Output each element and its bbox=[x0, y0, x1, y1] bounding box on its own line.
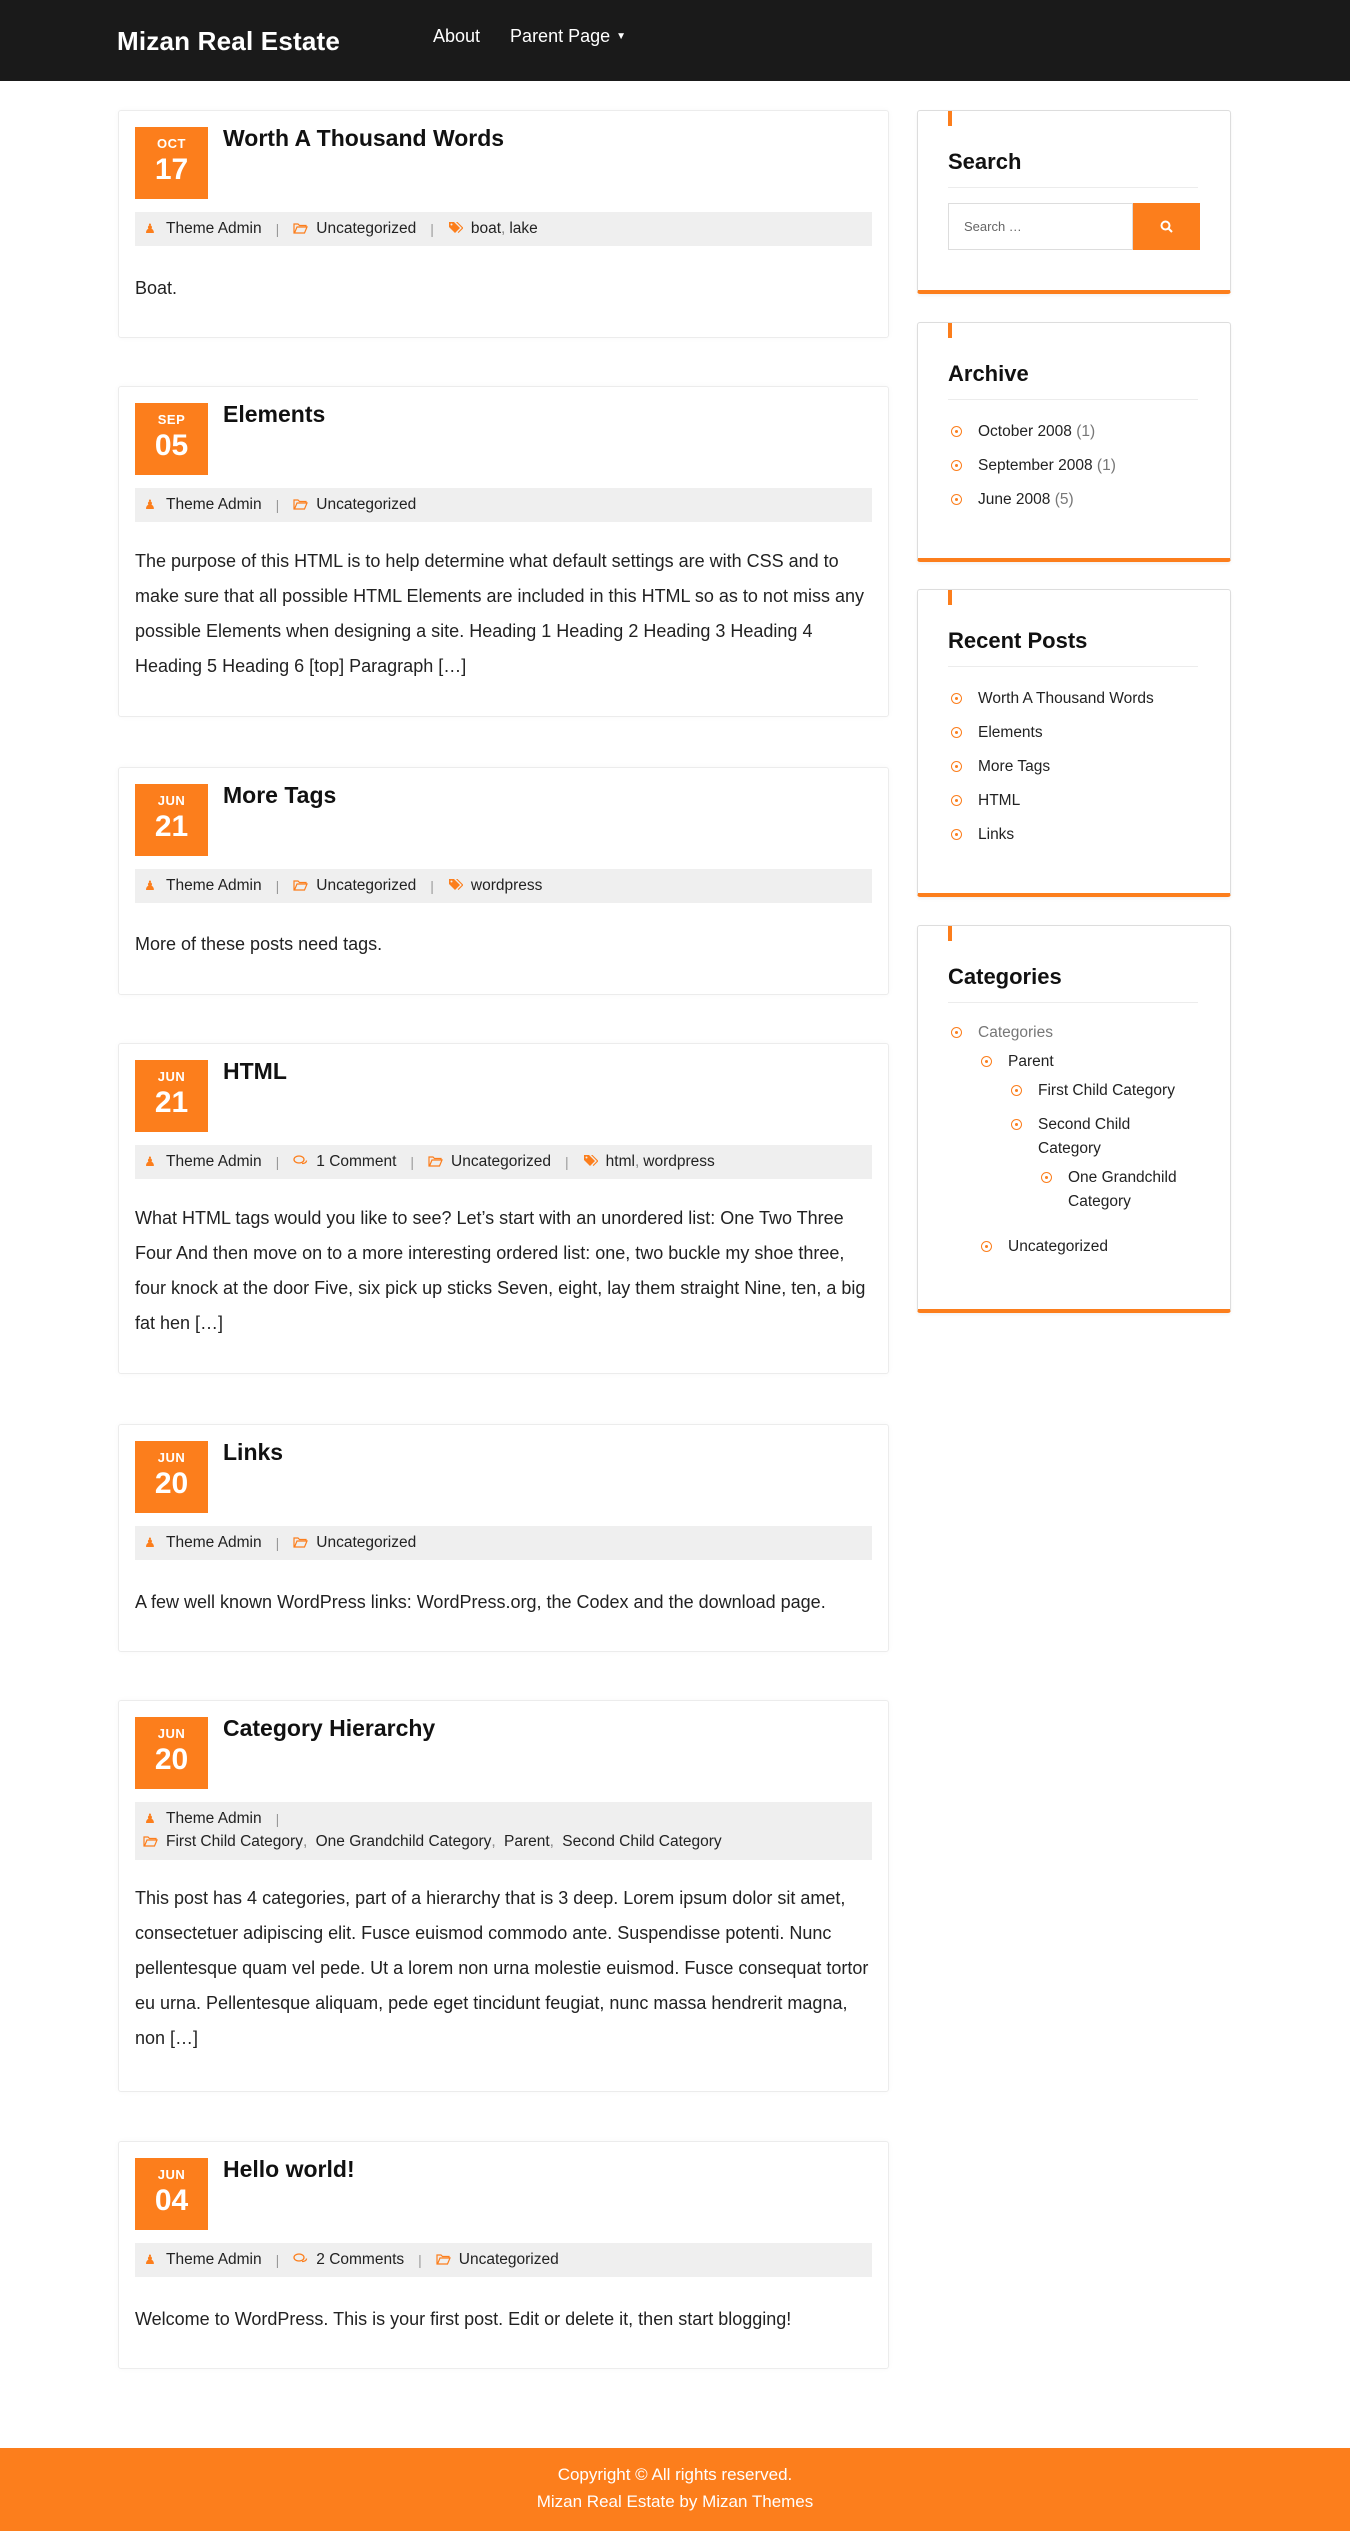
category-label: Uncategorized bbox=[1008, 1238, 1108, 1255]
category-link[interactable]: Uncategorized bbox=[316, 877, 417, 894]
user-icon: ♟ bbox=[144, 878, 156, 893]
post-meta bbox=[135, 869, 872, 903]
meta-separator: | bbox=[275, 1535, 280, 1551]
date-day: 20 bbox=[154, 1743, 189, 1776]
meta-separator: | bbox=[430, 878, 434, 894]
date-day: 17 bbox=[154, 153, 189, 186]
post-card bbox=[118, 1700, 889, 2092]
user-icon: ♟ bbox=[144, 221, 156, 236]
folder-icon bbox=[428, 1155, 442, 1170]
nav-item-parent-page[interactable] bbox=[510, 26, 626, 47]
post-excerpt: This post has 4 categories, part of a hierarchy that is 3 deep. Lorem ipsum dolor sit amet, consectetuer adipiscing elit. Fusce euismod commodo ante. Suspendisse potenti. Nunc pellentesque quam vel pede. Ut a lorem non urna molestie euismod. Fusce consequat tortor eu urna. Pellentesque aliquam, pede eget tincidunt feugiat, nunc massa hendrerit magna, non […] bbox=[135, 1888, 869, 2048]
archive-label: October 2008 bbox=[978, 423, 1072, 440]
archive-count: (5) bbox=[1054, 491, 1074, 508]
meta-separator: | bbox=[275, 1811, 280, 1827]
nav-item-label: Parent Page bbox=[510, 26, 611, 46]
comments-link[interactable]: 2 Comments bbox=[316, 2251, 405, 2268]
folder-icon bbox=[293, 1536, 307, 1551]
bullet-icon bbox=[951, 795, 962, 806]
post-title[interactable]: Links bbox=[223, 1439, 284, 1465]
date-month: JUN bbox=[157, 1450, 186, 1465]
category-label: Second Child Category bbox=[1038, 1116, 1131, 1157]
tags-icon bbox=[448, 221, 462, 237]
date-month: JUN bbox=[157, 793, 186, 808]
category-link[interactable]: Uncategorized bbox=[451, 1153, 551, 1170]
widget-title: Search bbox=[948, 149, 1022, 174]
bullet-icon bbox=[951, 693, 962, 704]
search-button[interactable] bbox=[1133, 203, 1200, 250]
meta-separator: | bbox=[275, 2252, 280, 2268]
bullet-icon bbox=[981, 1241, 992, 1252]
post-meta bbox=[135, 2243, 872, 2277]
divider bbox=[948, 399, 1198, 400]
archive-item[interactable] bbox=[948, 422, 1116, 456]
widget-accent bbox=[948, 323, 952, 338]
bullet-icon bbox=[951, 494, 962, 505]
author-link[interactable]: Theme Admin bbox=[166, 877, 262, 894]
categories-widget bbox=[917, 925, 1231, 1313]
date-month: SEP bbox=[157, 412, 186, 427]
widget-title: Categories bbox=[948, 964, 1062, 989]
archive-label: September 2008 bbox=[978, 457, 1093, 474]
post-title[interactable]: More Tags bbox=[223, 782, 337, 808]
category-link[interactable]: First Child Category bbox=[166, 1833, 303, 1850]
site-title[interactable]: Mizan Real Estate bbox=[117, 26, 341, 56]
tags-icon bbox=[448, 878, 462, 894]
search-widget bbox=[917, 110, 1231, 294]
category-item-grandchild[interactable] bbox=[1068, 1166, 1198, 1214]
date-badge bbox=[135, 127, 208, 199]
date-day: 21 bbox=[154, 810, 189, 843]
user-icon: ♟ bbox=[144, 1535, 156, 1550]
archive-item[interactable] bbox=[948, 456, 1116, 490]
category-link[interactable]: One Grandchild Category bbox=[315, 1833, 492, 1850]
recent-post-label: Links bbox=[978, 826, 1015, 843]
date-badge bbox=[135, 1060, 208, 1132]
bullet-icon bbox=[951, 1027, 962, 1038]
bullet-icon bbox=[981, 1056, 992, 1067]
bullet-icon bbox=[1041, 1172, 1052, 1183]
bullet-icon bbox=[1011, 1119, 1022, 1130]
widget-accent bbox=[948, 111, 952, 126]
bullet-icon bbox=[951, 829, 962, 840]
recent-post-item[interactable] bbox=[948, 825, 1154, 859]
archive-label: June 2008 bbox=[978, 491, 1051, 508]
recent-post-label: More Tags bbox=[978, 758, 1051, 775]
bullet-icon bbox=[951, 761, 962, 772]
post-meta: ♟ Theme Admin | 1 Comment | Uncategorized | html , wordpress bbox=[135, 1145, 872, 1179]
date-badge bbox=[135, 1717, 208, 1789]
recent-posts-list bbox=[948, 689, 1154, 859]
recent-post-label: HTML bbox=[978, 792, 1021, 809]
recent-posts-widget bbox=[917, 589, 1231, 897]
recent-post-item[interactable] bbox=[948, 723, 1154, 757]
date-month: JUN bbox=[157, 1069, 186, 1084]
divider bbox=[948, 1002, 1198, 1003]
category-link[interactable]: Uncategorized bbox=[316, 496, 417, 513]
category-label: Categories bbox=[978, 1024, 1053, 1041]
widget-accent bbox=[948, 590, 952, 605]
post-title[interactable]: Hello world! bbox=[223, 2156, 355, 2182]
nav-item-about[interactable] bbox=[433, 26, 480, 47]
category-link[interactable]: Uncategorized bbox=[316, 220, 417, 237]
folder-icon bbox=[293, 222, 307, 237]
divider bbox=[948, 666, 1198, 667]
recent-post-label: Worth A Thousand Words bbox=[978, 690, 1154, 707]
recent-post-item[interactable] bbox=[948, 689, 1154, 723]
tag-link[interactable]: boat bbox=[470, 220, 502, 237]
archive-list bbox=[948, 422, 1116, 524]
author-link[interactable]: Theme Admin bbox=[166, 1153, 262, 1170]
date-month: JUN bbox=[157, 1726, 186, 1741]
user-icon: ♟ bbox=[144, 1811, 156, 1826]
category-link[interactable]: Uncategorized bbox=[458, 2251, 559, 2268]
site-header bbox=[0, 0, 1350, 81]
folder-icon bbox=[143, 1835, 157, 1850]
meta-separator: | bbox=[418, 2252, 422, 2268]
recent-post-item[interactable] bbox=[948, 791, 1154, 825]
search-icon bbox=[1160, 220, 1173, 233]
post-card bbox=[118, 110, 889, 338]
category-link[interactable]: Second Child Category bbox=[562, 1833, 722, 1850]
date-badge bbox=[135, 784, 208, 856]
archive-widget bbox=[917, 322, 1231, 562]
comments-link[interactable]: 1 Comment bbox=[316, 1153, 397, 1170]
post-excerpt: A few well known WordPress links: WordPress.org, the Codex and the download page. bbox=[135, 1592, 826, 1612]
tag-link[interactable]: wordpress bbox=[643, 1153, 715, 1170]
post-meta bbox=[135, 1526, 872, 1560]
date-badge bbox=[135, 2158, 208, 2230]
divider bbox=[948, 187, 1198, 188]
search-input[interactable] bbox=[948, 203, 1133, 250]
post-excerpt: More of these posts need tags. bbox=[135, 934, 383, 954]
post-title[interactable]: HTML bbox=[223, 1058, 287, 1084]
post-title[interactable]: Category Hierarchy bbox=[223, 1715, 436, 1741]
post-title[interactable]: Elements bbox=[223, 401, 326, 427]
bullet-icon bbox=[951, 426, 962, 437]
bullet-icon bbox=[1011, 1085, 1022, 1096]
post-meta: ♟ Theme Admin | First Child Category , One Grandchild Category , Parent , Second Child Category bbox=[135, 1802, 872, 1860]
post-card bbox=[118, 386, 889, 717]
category-item-second-child[interactable] bbox=[1038, 1113, 1168, 1161]
tags-icon bbox=[583, 1154, 597, 1170]
date-month: OCT bbox=[157, 136, 186, 151]
tag-link[interactable]: lake bbox=[509, 220, 538, 237]
category-link[interactable]: Parent bbox=[503, 1833, 550, 1850]
user-icon: ♟ bbox=[144, 2252, 156, 2267]
category-item-root[interactable] bbox=[978, 1021, 1053, 1045]
date-month: JUN bbox=[157, 2167, 186, 2182]
folder-icon bbox=[293, 879, 307, 894]
post-excerpt: The purpose of this HTML is to help determine what default settings are with CSS and to make sure that all possible HTML Elements are included in this HTML so as to not miss any possible Elements when designing a site. Heading 1 Heading 2 Heading 3 Heading 4 Heading 5 Heading 6 [top] Paragraph […] bbox=[135, 551, 864, 676]
date-day: 20 bbox=[154, 1467, 189, 1500]
author-link[interactable]: Theme Admin bbox=[166, 220, 262, 237]
author-link[interactable]: Theme Admin bbox=[166, 1810, 262, 1827]
post-excerpt: Boat. bbox=[135, 278, 178, 298]
recent-post-item[interactable] bbox=[948, 757, 1154, 791]
site-footer bbox=[0, 2448, 1350, 2531]
comments-icon bbox=[293, 1155, 307, 1170]
caret-down-icon: ▼ bbox=[616, 31, 627, 42]
widget-accent bbox=[948, 926, 952, 941]
meta-separator: | bbox=[565, 1154, 569, 1170]
date-day: 04 bbox=[154, 2184, 189, 2217]
main-nav bbox=[433, 26, 626, 47]
meta-separator: | bbox=[275, 1154, 280, 1170]
meta-separator: | bbox=[275, 878, 280, 894]
date-badge bbox=[135, 403, 208, 475]
bullet-icon bbox=[951, 727, 962, 738]
footer-credit-link[interactable]: Mizan Real Estate by Mizan Themes bbox=[536, 2492, 814, 2511]
post-meta bbox=[135, 488, 872, 522]
post-card bbox=[118, 2141, 889, 2369]
post-excerpt: What HTML tags would you like to see? Let’s start with an unordered list: One Two Three Four And then move on to a more interesting ordered list: one, two buckle my shoe three, four knock at the door Five, six pick up sticks Seven, eight, lay them straight Nine, ten, a big fat hen […] bbox=[135, 1208, 866, 1333]
post-card bbox=[118, 1043, 889, 1374]
comments-icon bbox=[293, 2253, 307, 2268]
category-item-parent[interactable] bbox=[1008, 1050, 1054, 1074]
post-excerpt: Welcome to WordPress. This is your first post. Edit or delete it, then start blogging! bbox=[135, 2309, 792, 2329]
post-card bbox=[118, 1424, 889, 1652]
bullet-icon bbox=[951, 460, 962, 471]
author-link[interactable]: Theme Admin bbox=[166, 2251, 262, 2268]
category-label: First Child Category bbox=[1038, 1082, 1175, 1099]
archive-count: (1) bbox=[1076, 423, 1096, 440]
meta-separator: | bbox=[430, 221, 434, 237]
nav-item-label: About bbox=[433, 26, 481, 46]
folder-icon bbox=[436, 2253, 450, 2268]
date-day: 21 bbox=[154, 1086, 189, 1119]
category-label: One Grandchild Category bbox=[1068, 1169, 1177, 1210]
footer-copyright: Copyright © All rights reserved. bbox=[557, 2465, 793, 2484]
tag-link[interactable]: html bbox=[605, 1153, 635, 1170]
widget-title: Archive bbox=[948, 361, 1029, 386]
category-link[interactable]: Uncategorized bbox=[316, 1534, 417, 1551]
category-item-uncategorized[interactable] bbox=[1008, 1235, 1108, 1259]
archive-count: (1) bbox=[1096, 457, 1116, 474]
recent-post-label: Elements bbox=[978, 724, 1043, 741]
author-link[interactable]: Theme Admin bbox=[166, 1534, 262, 1551]
folder-icon bbox=[293, 498, 307, 513]
user-icon: ♟ bbox=[144, 497, 156, 512]
meta-separator: | bbox=[275, 497, 280, 513]
user-icon: ♟ bbox=[144, 1154, 156, 1169]
widget-title: Recent Posts bbox=[948, 628, 1088, 653]
archive-item[interactable] bbox=[948, 490, 1116, 524]
date-badge bbox=[135, 1441, 208, 1513]
post-card bbox=[118, 767, 889, 995]
tag-link[interactable]: wordpress bbox=[470, 877, 543, 894]
date-day: 05 bbox=[154, 429, 189, 462]
category-label: Parent bbox=[1008, 1053, 1054, 1070]
meta-separator: | bbox=[410, 1154, 415, 1170]
meta-separator: | bbox=[275, 221, 280, 237]
post-meta: ♟ Theme Admin | Uncategorized | boat , lake bbox=[135, 212, 872, 246]
author-link[interactable]: Theme Admin bbox=[166, 496, 262, 513]
category-item-first-child[interactable] bbox=[1038, 1079, 1175, 1103]
post-title[interactable]: Worth A Thousand Words bbox=[223, 125, 505, 151]
